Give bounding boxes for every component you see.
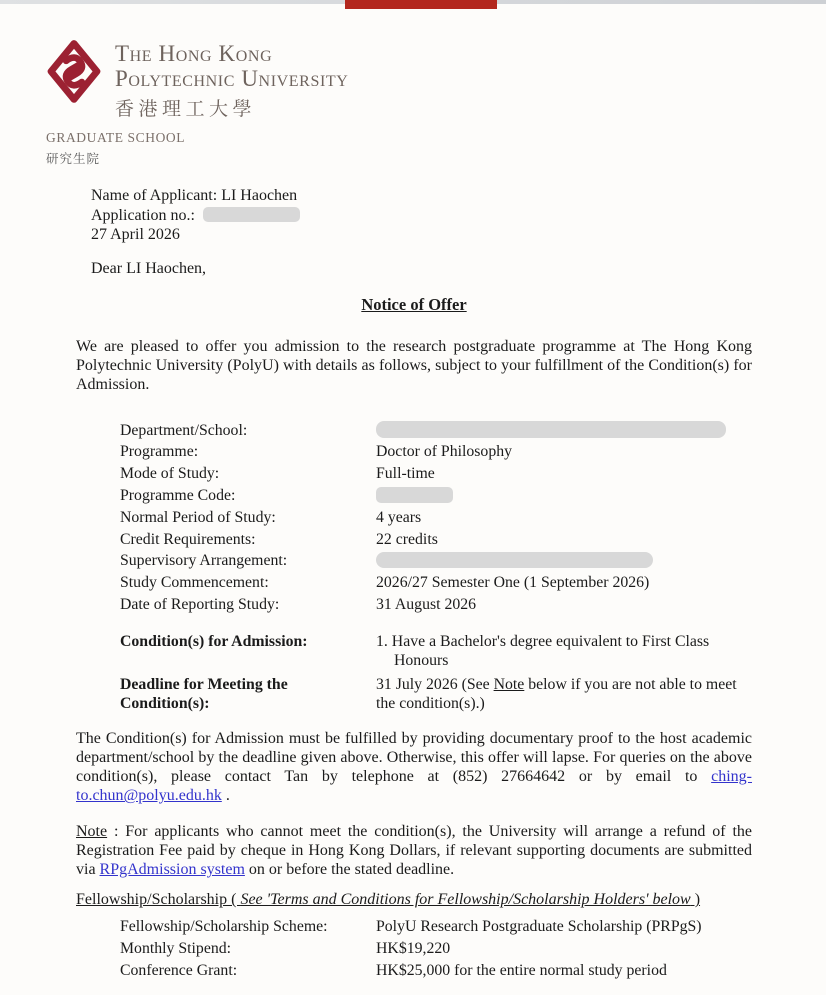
addressee-block (91, 186, 752, 245)
red-accent-bar (345, 0, 497, 9)
detail-row-department (120, 420, 752, 442)
university-name-en-line2: Polytechnic University (115, 66, 349, 91)
condition-row (120, 632, 752, 671)
application-no-line (91, 206, 752, 226)
redacted-application-no (203, 207, 300, 222)
university-name-zh: 香港理工大學 (115, 99, 257, 120)
deadline-row (120, 675, 752, 714)
fellowship-row-conference-grant (120, 960, 752, 982)
detail-value: Full-time (376, 465, 435, 483)
deadline-value: 31 July 2026 (See Note below if you are not able to meet the condition(s).) (376, 675, 737, 713)
offer-details-table (120, 420, 752, 616)
redacted-department (376, 421, 726, 438)
university-name-en-line1: The Hong Kong (115, 41, 273, 66)
fellowship-heading: Fellowship/Scholarship ( See 'Terms and Conditions for Fellowship/Scholarship Holders' below ) (76, 891, 701, 909)
fellowship-row-stipend (120, 938, 752, 960)
detail-value: 4 years (376, 508, 422, 526)
fellowship-label: Conference Grant: (120, 961, 238, 979)
detail-label: Study Commencement: (120, 574, 269, 592)
fellowship-heading-italic: See 'Terms and Conditions for Fellowship/Scholarship Holders' below (240, 891, 691, 909)
note-reference: Note (493, 675, 525, 693)
redacted-programme-code (376, 487, 453, 503)
salutation: Dear LI Haochen, (91, 259, 207, 277)
graduate-school-label-zh: 研究生院 (46, 152, 101, 166)
detail-value (376, 485, 752, 507)
condition-label: Condition(s) for Admission: (120, 632, 308, 650)
detail-value: Doctor of Philosophy (376, 443, 513, 461)
letter-date: 27 April 2026 (91, 226, 180, 243)
detail-row-credit-requirements (120, 529, 752, 551)
detail-value: 2026/27 Semester One (1 September 2026) (376, 574, 650, 592)
detail-label: Department/School: (120, 421, 248, 439)
application-no-label: Application no.: (91, 206, 195, 224)
detail-value: 22 credits (376, 530, 438, 548)
detail-value: 31 August 2026 (376, 595, 477, 613)
fellowship-value: PolyU Research Postgraduate Scholarship (PRPgS) (376, 918, 702, 936)
letter-body (76, 186, 752, 982)
detail-row-study-commencement (120, 572, 752, 594)
detail-label: Normal Period of Study: (120, 508, 276, 526)
note-paragraph: Note : For applicants who cannot meet the condition(s), the University will arrange a refund of the Registration Fee paid by cheque in Hong Kong Dollars, if relevant supporting documents are submitted via RPgAdmission system on or before the stated deadline. (76, 822, 752, 878)
detail-row-normal-period (120, 507, 752, 529)
detail-row-supervisory (120, 550, 752, 572)
fellowship-label: Monthly Stipend: (120, 940, 232, 957)
conditions-block (120, 632, 752, 714)
deadline-label: Deadline for Meeting the Condition(s): (120, 675, 288, 713)
detail-label: Programme: (120, 443, 199, 461)
detail-label: Credit Requirements: (120, 530, 256, 548)
rpg-admission-system-link[interactable]: RPgAdmission system (99, 861, 245, 878)
detail-row-date-of-reporting (120, 594, 752, 616)
applicant-name-line: Name of Applicant: LI Haochen (91, 187, 298, 204)
fellowship-table (120, 916, 752, 981)
note-label: Note (76, 822, 108, 840)
polyu-logo-icon (46, 38, 102, 106)
detail-row-programme (120, 441, 752, 463)
fellowship-value: HK$25,000 for the entire normal study period (376, 961, 667, 979)
detail-label: Date of Reporting Study: (120, 595, 280, 613)
detail-label: Supervisory Arrangement: (120, 552, 288, 570)
condition-value: 1. Have a Bachelor's degree equivalent to First Class Honours (376, 632, 710, 670)
letter-title: Notice of Offer (361, 295, 467, 314)
university-name-block (115, 38, 348, 121)
contact-email-link[interactable]: ching-to.chun@polyu.edu.hk (76, 768, 752, 805)
intro-paragraph: We are pleased to offer you admission to the research postgraduate programme at The Hong Kong Polytechnic University (PolyU) with details as follows, subject to your fulfillment of the Condition(s) for Admission. (76, 338, 752, 394)
graduate-school-label: GRADUATE SCHOOL (46, 130, 186, 145)
detail-row-programme-code (120, 485, 752, 507)
detail-label: Programme Code: (120, 487, 236, 504)
redacted-supervisory (376, 552, 653, 568)
fellowship-value: HK$19,220 (376, 940, 451, 957)
detail-row-mode-of-study (120, 463, 752, 485)
detail-value (376, 420, 752, 442)
fulfilment-paragraph: The Condition(s) for Admission must be fulfilled by providing documentary proof to the host academic department/school by the deadline given above. Otherwise, this offer will lapse. For queries on the above condition(s), please contact Tan by telephone at (852) 27664642 or by email to ching-to.chun@polyu.edu.hk . (76, 729, 752, 805)
detail-value (376, 550, 752, 572)
letterhead (46, 38, 348, 167)
fellowship-label: Fellowship/Scholarship Scheme: (120, 918, 328, 936)
fellowship-row-scheme (120, 916, 752, 938)
detail-label: Mode of Study: (120, 465, 220, 483)
